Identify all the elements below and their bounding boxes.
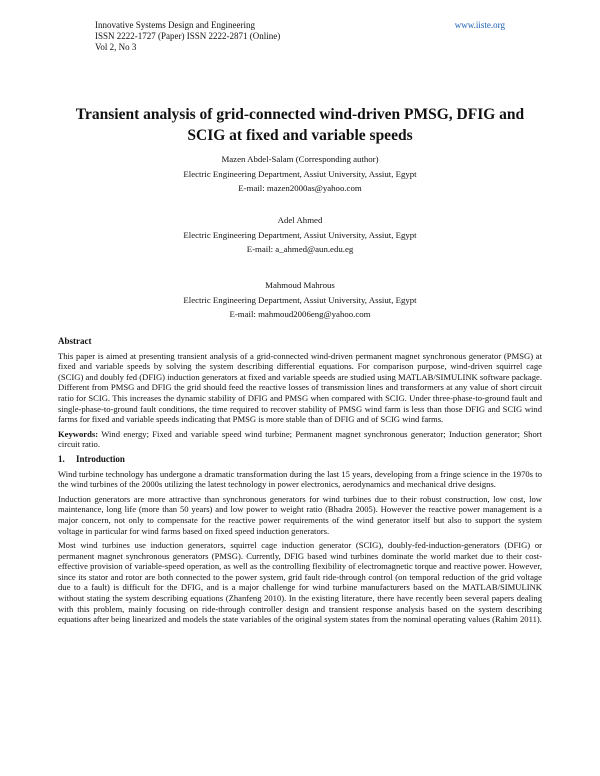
intro-paragraph-3: Most wind turbines use induction generators, squirrel cage induction generator (SCIG), doubly-fed-induction-generators (DFIG) or permanent magnet synchronous generators (PMSG). Currently, DFIG based wind turbines dominate the world market due to their cost-effective provision of variable-speed operation, as well as the controlling flexibility of electromagnetic torque and reactive power. However, since its stator and rotor are both connected to the power system, grid fault ride-through control (on temporal reduction of the grid voltage due to a fault) is difficult for the DFIG, and is a major challenge for wind turbine manufacturers based on the MATLAB/SIMULINK without stating the system describing equations (Zhanfeng 2010). In the existing literature, there have recently been several papers dealing with this problem, mainly focusing on ride-through controller design and transient response analysis based on the system describing equations after being linearized and models the state variables of the original system states from the nominal operating values (Rahim 2011). bbox=[58, 540, 542, 625]
journal-issn: ISSN 2222-1727 (Paper) ISSN 2222-2871 (Online) bbox=[95, 31, 281, 41]
abstract-text: This paper is aimed at presenting transient analysis of a grid-connected wind-driven permanent magnet synchronous generator (PMSG) at fixed and variable speeds by solving the system describing differential equations. For comparison purpose, wind-driven squirrel cage (SCIG) and doubly fed (DFIG) induction generators at fixed and variable speeds are studied using MATLAB/SIMULINK software package. Different from PMSG and DFIG the grid should feed the reactive losses of transmission lines and transformers at any value of short circuit ratio for SCIG. This increases the dynamic stability of DFIG and PMSG when compared with SCIG. Under three-phase-to-ground fault and single-phase-to-ground fault conditions, the time required to recover stability of PMSG wind farm is less than those DFIG and SCIG wind farms for fixed and variable speeds indicating that PMSG is more stable than of DFIG and of SCIG wind farms. bbox=[58, 350, 542, 425]
intro-paragraph-1: Wind turbine technology has undergone a dramatic transformation during the last 15 years, developing from a fringe science in the 1970s to the wind turbines of the 2000s utilizing the latest technology in power electronics, aerodynamics and mechanical drive designs. bbox=[58, 468, 542, 490]
intro-paragraph-2: Induction generators are more attractive than synchronous generators for wind turbines due to their robust construction, low cost, low maintenance, long life (more than 50 years) and low power to weight ratio (Bhadra 2005). However the reactive power management is a major concern, not only to compensate for the reactive power requirements of the wind generator itself but also to support the system voltage in particular for wind farms based on fixed speed induction generators. bbox=[58, 493, 542, 536]
section-number: 1. bbox=[58, 453, 65, 464]
journal-name: Innovative Systems Design and Engineering bbox=[95, 20, 255, 30]
author-email: E-mail: a_ahmed@aun.edu.eg bbox=[246, 244, 354, 254]
abstract-heading: Abstract bbox=[58, 336, 92, 346]
paper-title: Transient analysis of grid-connected wind-driven PMSG, DFIG and SCIG at fixed and variable speeds bbox=[75, 106, 525, 144]
section-heading-introduction bbox=[58, 454, 542, 465]
author-affiliation: Electric Engineering Department, Assiut University, Assiut, Egypt bbox=[183, 229, 417, 240]
journal-header bbox=[95, 20, 505, 53]
keywords-label: Keywords: bbox=[58, 428, 99, 439]
author-affiliation: Electric Engineering Department, Assiut University, Assiut, Egypt bbox=[183, 294, 417, 305]
keywords-line bbox=[58, 429, 542, 450]
author-block-1 bbox=[60, 152, 540, 196]
paper-body bbox=[58, 336, 542, 629]
author-block-3 bbox=[60, 278, 540, 322]
author-name: Mahmoud Mahrous bbox=[265, 280, 335, 290]
author-affiliation: Electric Engineering Department, Assiut University, Assiut, Egypt bbox=[183, 168, 417, 179]
author-email: E-mail: mahmoud2006eng@yahoo.com bbox=[229, 309, 371, 319]
author-email: E-mail: mazen2000as@yahoo.com bbox=[238, 183, 362, 193]
journal-url-link[interactable]: www.iiste.org bbox=[454, 20, 505, 30]
author-name: Mazen Abdel-Salam (Corresponding author) bbox=[221, 154, 379, 164]
section-title: Introduction bbox=[76, 453, 125, 464]
keywords-text: Wind energy; Fixed and variable speed wind turbine; Permanent magnet synchronous generator; Induction generator; Short circuit ratio. bbox=[58, 428, 542, 450]
journal-volume: Vol 2, No 3 bbox=[95, 42, 137, 52]
author-block-2 bbox=[60, 213, 540, 257]
author-name: Adel Ahmed bbox=[277, 215, 323, 225]
